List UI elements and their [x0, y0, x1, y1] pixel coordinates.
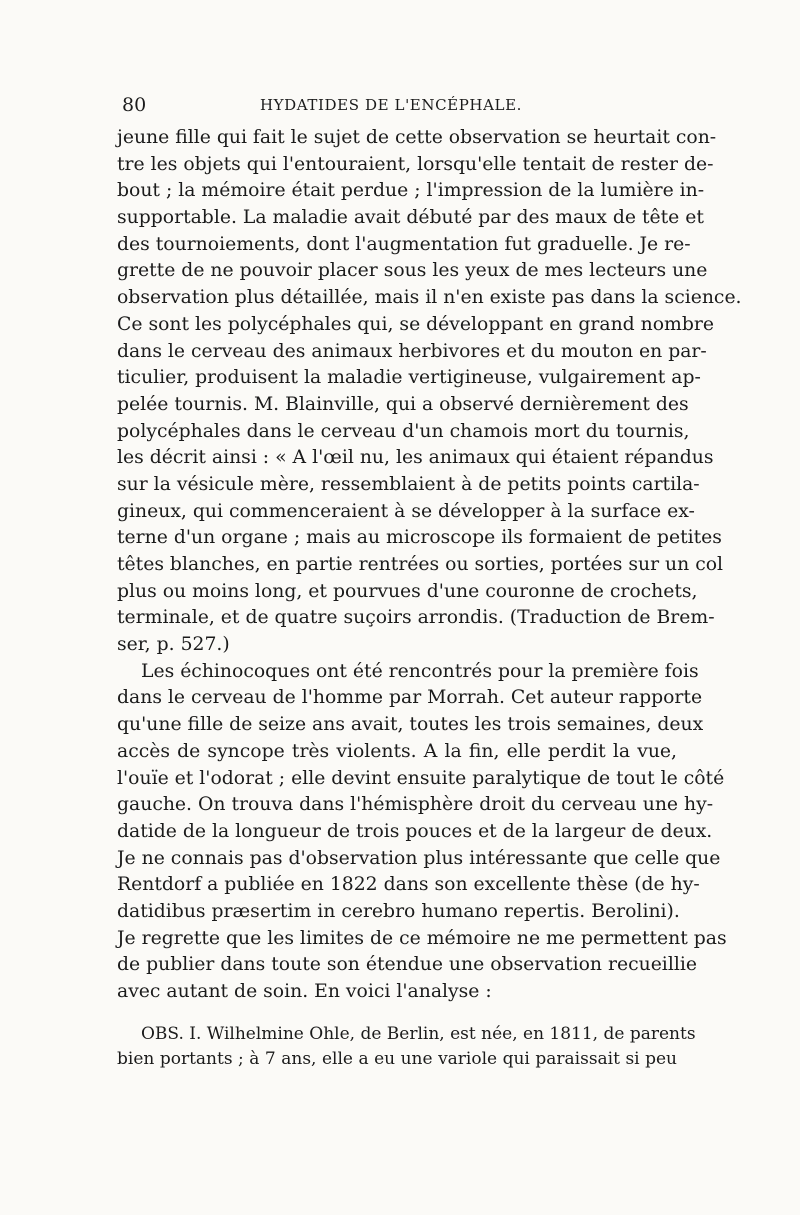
text-line: ser, p. 527.): [117, 634, 230, 656]
text-line: têtes blanches, en partie rentrées ou sorties, portées sur un col: [117, 554, 724, 575]
text-line: observation plus détaillée, mais il n'en existe pas dans la science.: [117, 287, 742, 309]
text-line: de publier dans toute son étendue une observation recueillie: [117, 954, 697, 976]
text-line: grette de ne pouvoir placer sous les yeux de mes lecteurs une: [117, 260, 708, 282]
running-title: HYDATIDES DE L'ENCÉPHALE.: [260, 96, 522, 114]
text-line: jeune fille qui fait le sujet de cette observation se heurtait con-: [117, 127, 717, 148]
text-line: plus ou moins long, et pourvues d'une couronne de crochets,: [117, 580, 698, 602]
text-line: gineux, qui commenceraient à se développer à la surface ex-: [117, 500, 695, 522]
text-line: supportable. La maladie avait débuté par des maux de tête et: [117, 207, 704, 229]
text-line: avec autant de soin. En voici l'analyse :: [117, 981, 492, 1002]
text-line: datidibus præsertim in cerebro humano repertis. Berolini).: [117, 900, 680, 922]
body-text: [117, 125, 742, 1006]
text-line: datide de la longueur de trois pouces et de la largeur de deux.: [117, 820, 713, 842]
observation-text: [117, 1022, 696, 1071]
text-line: gauche. On trouva dans l'hémisphère droit du cerveau une hy-: [117, 794, 714, 816]
observation-line: OBS. I. Wilhelmine Ohle, de Berlin, est née, en 1811, de parents: [141, 1024, 696, 1044]
text-line: pelée tournis. M. Blainville, qui a observé dernièrement des: [117, 393, 689, 415]
observation-line: bien portants ; à 7 ans, elle a eu une variole qui paraissait si peu: [117, 1048, 677, 1069]
text-line: dans le cerveau de l'homme par Morrah. Cet auteur rapporte: [117, 687, 703, 709]
text-line: des tournoiements, dont l'augmentation fut graduelle. Je re-: [117, 233, 691, 255]
text-line: les décrit ainsi : « A l'œil nu, les animaux qui étaient répandus: [117, 447, 714, 469]
running-head: [122, 94, 682, 124]
text-line: terminale, et de quatre suçoirs arrondis. (Traduction de Brem-: [117, 607, 715, 629]
text-line: terne d'un organe ; mais au microscope ils formaient de petites: [117, 527, 722, 549]
text-line: qu'une fille de seize ans avait, toutes les trois semaines, deux: [117, 714, 704, 736]
text-line: tre les objets qui l'entouraient, lorsqu'elle tentait de rester de-: [117, 153, 714, 175]
text-line: sur la vésicule mère, ressemblaient à de petits points cartila-: [117, 473, 700, 495]
text-line: Je regrette que les limites de ce mémoire ne me permettent pas: [117, 927, 727, 949]
text-line: Ce sont les polycéphales qui, se développant en grand nombre: [117, 313, 714, 335]
page-number: 80: [122, 94, 147, 116]
text-line: l'ouïe et l'odorat ; elle devint ensuite paralytique de tout le côté: [117, 767, 725, 789]
text-line: dans le cerveau des animaux herbivores et du mouton en par-: [117, 340, 707, 362]
text-line: bout ; la mémoire était perdue ; l'impression de la lumière in-: [117, 180, 705, 202]
text-line: ticulier, produisent la maladie vertigineuse, vulgairement ap-: [117, 367, 701, 389]
text-line: Je ne connais pas d'observation plus intéressante que celle que: [117, 847, 721, 869]
text-line: Les échinocoques ont été rencontrés pour la première fois: [141, 660, 699, 682]
text-line: accès de syncope très violents. A la fin, elle perdit la vue,: [117, 740, 677, 762]
text-line: Rentdorf a publiée en 1822 dans son excellente thèse (de hy-: [117, 874, 700, 896]
text-line: polycéphales dans le cerveau d'un chamois mort du tournis,: [117, 420, 690, 442]
